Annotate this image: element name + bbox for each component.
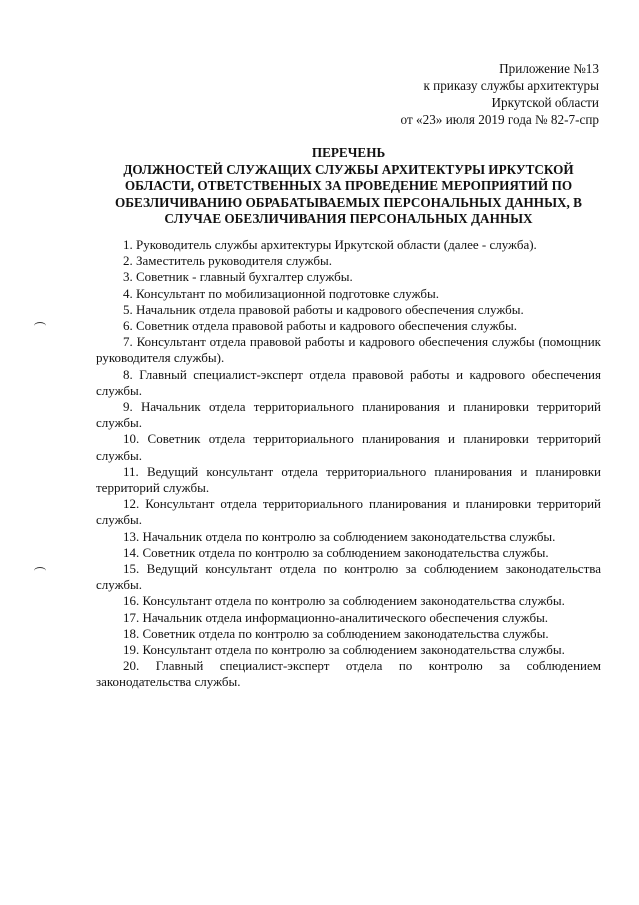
list-item: 16. Консультант отдела по контролю за соблюдением законодательства службы. [123,593,565,609]
list-item: 11. Ведущий консультант отдела территориального планирования и планировки территорий службы. [96,463,601,496]
list-item: 3. Советник - главный бухгалтер службы. [123,269,353,285]
list-item: 6. Советник отдела правовой работы и кадрового обеспечения службы. [123,318,517,334]
list-item: 7. Консультант отдела правовой работы и кадрового обеспечения службы (помощник руководителя службы). [96,334,601,366]
list-item: 10. Советник отдела территориального планирования и планировки территорий службы. [96,431,601,463]
list-item: 19. Консультант отдела по контролю за соблюдением законодательства службы. [123,642,565,658]
document-title [96,145,601,228]
list-item: 14. Советник отдела по контролю за соблюдением законодательства службы. [123,544,549,560]
approval-line-appendix: Приложение №13 [499,61,599,76]
title-line: СЛУЧАЕ ОБЕЗЛИЧИВАНИЯ ПЕРСОНАЛЬНЫХ ДАННЫХ [164,211,533,226]
list-item: 8. Главный специалист-эксперт отдела правовой работы и кадрового обеспечения службы. [96,366,601,398]
title-line: ПЕРЕЧЕНЬ [311,145,386,160]
list-item: 13. Начальник отдела по контролю за соблюдением законодательства службы. [123,528,556,544]
list-item: 4. Консультант по мобилизационной подготовке службы. [123,285,440,301]
approval-line-date: от «23» июля 2019 года № 82-7-спр [400,112,599,127]
list-item: 18. Советник отдела по контролю за соблюдением законодательства службы. [123,625,549,641]
list-item: 17. Начальник отдела информационно-аналитического обеспечения службы. [123,609,549,625]
title-line: ОБЕЗЛИЧИВАНИЮ ОБРАБАТЫВАЕМЫХ ПЕРСОНАЛЬНЫХ ДАННЫХ, В [115,194,582,210]
list-item: 2. Заместитель руководителя службы. [123,253,333,269]
title-line: ОБЛАСТИ, ОТВЕТСТВЕННЫХ ЗА ПРОВЕДЕНИЕ МЕРОПРИЯТИЙ ПО [124,178,573,193]
punch-hole-mark-top [34,322,46,330]
list-item: 12. Консультант отдела территориального планирования и планировки территорий службы. [96,496,601,528]
list-item: 1. Руководитель службы архитектуры Иркутской области (далее - служба). [123,237,537,252]
list-item: 15. Ведущий консультант отдела по контролю за соблюдением законодательства службы. [96,561,601,593]
approval-line-order: к приказу службы архитектуры [423,78,599,93]
punch-hole-mark-bottom [34,567,46,575]
title-line: ДОЛЖНОСТЕЙ СЛУЖАЩИХ СЛУЖБЫ АРХИТЕКТУРЫ ИРКУТСКОЙ [123,161,574,177]
approval-line-region: Иркутской области [491,95,599,110]
approval-block [339,60,599,128]
positions-list [96,237,601,691]
list-item: 20. Главный специалист-эксперт отдела по контролю за соблюдением законодательства службы. [96,658,601,690]
list-item: 5. Начальник отдела правовой работы и кадрового обеспечения службы. [123,301,524,317]
list-item: 9. Начальник отдела территориального планирования и планировки территорий службы. [96,399,601,431]
